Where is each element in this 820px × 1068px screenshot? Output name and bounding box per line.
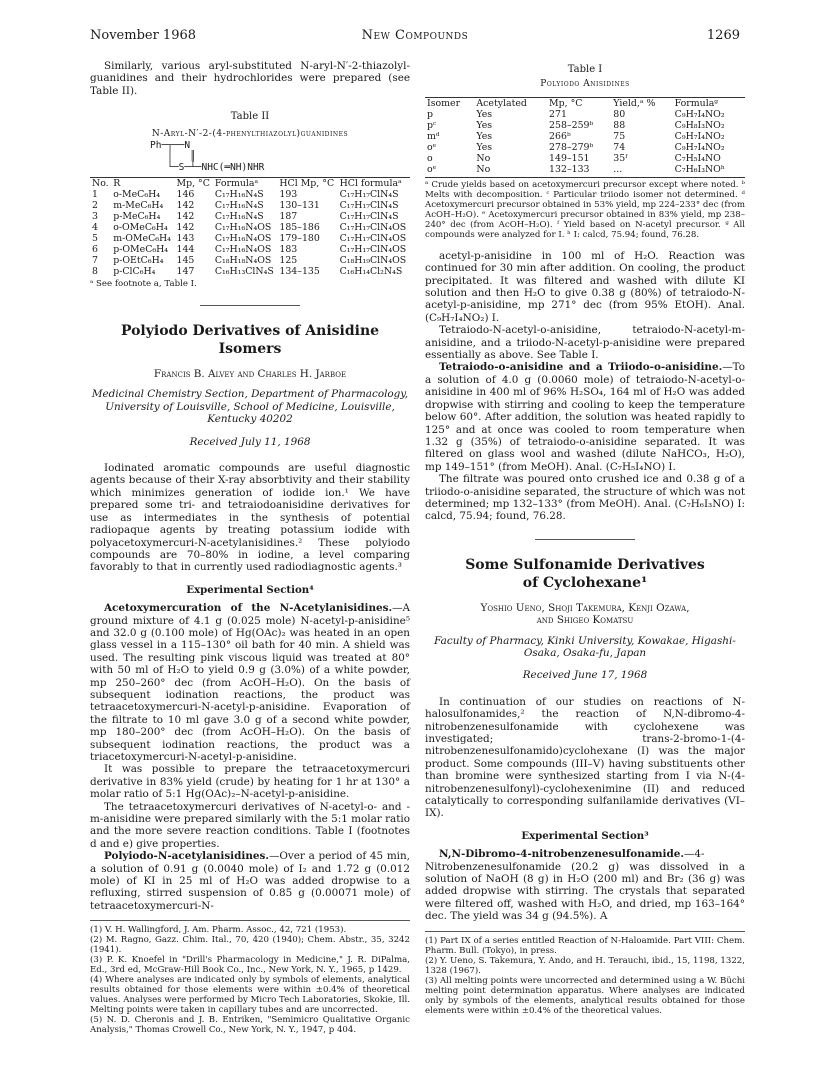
table-cell: C₉H₇I₄NO₂ — [674, 141, 725, 153]
table1-header: Acetylated — [476, 97, 527, 109]
table-cell: oᵉ — [427, 163, 437, 175]
table2-body — [90, 189, 410, 277]
paragraph-heading: Polyiodo-N-acetylanisidines. — [104, 850, 269, 863]
table-cell: 142 — [176, 200, 195, 212]
table1-header: Formulaᵍ — [674, 97, 719, 109]
footnotes2 — [425, 931, 745, 1016]
table-cell: m-MeC₆H₄ — [113, 200, 164, 212]
left-column — [90, 60, 410, 1035]
table1-row — [425, 131, 745, 142]
article-authors: Francis B. Alvey and Charles H. Jarboe — [153, 368, 347, 381]
table1-row — [425, 120, 745, 131]
table-cell: o-MeC₆H₄ — [113, 189, 161, 201]
table-cell: C₁₆H₁₄Cl₂N₄S — [339, 266, 403, 278]
header-date: November 1968 — [90, 28, 197, 43]
paragraph-text: acetyl-p-anisidine in 100 ml of H₂O. Reaction was continued for 30 min after addition. On cooling, the product precipitated. It was filtered and washed with dilute KI solution and then H₂O to give 0.38 g (80%) of tetraiodo-N-acetyl-p-anisidine, mp 271° dec (from 95% EtOH). Anal. (C₉H₇I₄NO₂) I. — [425, 249, 745, 324]
table-cell: 80 — [613, 108, 626, 120]
table1-header: Isomer — [427, 97, 461, 109]
table1-label: Table I — [567, 64, 603, 75]
table-cell: C₁₇H₁₆N₄S — [214, 200, 264, 212]
experimental2-heading: Experimental Section³ — [521, 829, 649, 842]
paragraph-acetoxymercuration — [90, 602, 410, 763]
table-cell: 8 — [92, 266, 98, 278]
table-cell: 145 — [176, 255, 195, 267]
table-cell: 4 — [92, 222, 98, 234]
table1-row — [425, 153, 745, 164]
paragraph-text: The filtrate was poured onto crushed ice and 0.38 g of a triiodo-o-anisidine separated, the structure of which was not determined; mp 132–133° (from MeOH). Anal. (C₇H₆I₃NO) I: calcd, 75.94; found, 76.28. — [425, 473, 745, 523]
table-cell: 132–133 — [549, 163, 590, 175]
running-header — [90, 28, 740, 48]
table-cell: C₉H₇I₄NO₂ — [674, 108, 725, 120]
table1-row — [425, 164, 745, 175]
table-cell: p-OEtC₆H₄ — [113, 255, 164, 267]
table-cell: C₁₈H₁₉ClN₄OS — [339, 255, 407, 267]
table-cell: C₁₇H₁₆N₄S — [214, 189, 264, 201]
experimental-heading: Experimental Section⁴ — [186, 583, 314, 596]
table-cell: 147 — [176, 266, 195, 278]
paragraph-text: It was possible to prepare the tetraacetoxymercuri derivative in 83% yield (crude) by heating for 1 hr at 130° a molar ratio of 5:1 Hg(OAc)₂–N-acetyl-p-anisidine. — [90, 763, 410, 801]
table1 — [425, 97, 745, 175]
article-title: Polyiodo Derivatives of Anisidine Isomers — [120, 323, 380, 358]
right-column — [425, 60, 745, 1016]
intro-paragraph: Similarly, various aryl-substituted N-aryl-N′-2-thiazolyl-guanidines and their hydrochlorides were prepared (see Table II). — [90, 60, 410, 97]
table2-header: HCl Mp, °C — [279, 178, 335, 190]
table-cell: Yes — [476, 130, 493, 142]
table1-notes: ᵃ Crude yields based on acetoxymercuri precursor except where noted. ᵇ Melts with decomposition. ᶜ Particular triiodo isomer not determined. ᵈ Acetoxymercuri precursor obtained in 53% yield, mp 224–233° dec (from AcOH–H₂O). ᵉ Acetoxymercuri precursor obtained in 83% yield, mp 238–240° dec (from AcOH–H₂O). ᶠ Yield based on N-acetyl precursor. ᵍ All compounds were analyzed for I. ʰ I: calcd, 75.94; found, 76.28. — [425, 177, 745, 240]
article2-authors-line1: Yoshio Ueno, Shoji Takemura, Kenji Ozawa, — [480, 601, 690, 614]
table-cell: 149–151 — [549, 152, 590, 164]
table2-row — [90, 189, 410, 200]
table-cell: oᵉ — [427, 141, 437, 153]
divider — [200, 305, 300, 306]
footnotes — [90, 920, 410, 1035]
table-cell: No — [476, 152, 491, 164]
footnote: (2) Y. Ueno, S. Takemura, Y. Ando, and H. Terauchi, ibid., 15, 1198, 1322, 1328 (1967). — [425, 955, 745, 976]
table-cell: 146 — [176, 189, 195, 201]
table-cell: p-OMeC₆H₄ — [113, 244, 169, 256]
footnote: (5) N. D. Cheronis and J. B. Entriken, "Semimicro Qualitative Organic Analysis," Thomas Crowell Co., New York, N. Y., 1947, p 404. — [90, 1015, 410, 1036]
table-cell: C₇H₆I₃NOʰ — [674, 163, 725, 175]
table-cell: C₁₇H₁₆N₄OS — [214, 233, 272, 245]
table-cell: 258–259ᵇ — [549, 119, 594, 131]
footnote: (4) Where analyses are indicated only by symbols of elements, analytical results obtained for those elements were within ±0.4% of theoretical values. Analyses were performed by Micro Tech Laboratories, Skokie, Ill. Melting points were taken in capillary tubes and are uncorrected. — [90, 975, 410, 1016]
table-cell: p — [427, 108, 434, 120]
table-cell: 5 — [92, 233, 98, 245]
table-cell: p-MeC₆H₄ — [113, 211, 161, 223]
table2-header: HCl formulaᵃ — [339, 178, 402, 190]
table-cell: C₁₇H₁₇ClN₄S — [339, 189, 399, 201]
table-cell: 3 — [92, 211, 98, 223]
table-cell: 142 — [176, 211, 195, 223]
table-cell: 179–180 — [279, 233, 320, 245]
header-section: New Compounds — [361, 28, 469, 43]
table-cell: 88 — [613, 119, 626, 131]
header-page-number: 1269 — [706, 28, 740, 43]
table-cell: 278–279ᵇ — [549, 141, 594, 153]
article2-authors-line2: and Shigeo Komatsu — [536, 614, 634, 627]
table2 — [90, 177, 410, 277]
table2-structure: Ph─┬──N │ ║ └─S─┴─NHC(═NH)NHR — [150, 140, 265, 174]
paragraph-tetraiodo — [425, 361, 745, 473]
table-cell: C₁₇H₁₆N₄OS — [214, 222, 272, 234]
table1-row — [425, 109, 745, 120]
table-cell: 134–135 — [279, 266, 320, 278]
table-cell: 75 — [613, 130, 626, 142]
footnote: (1) V. H. Wallingford, J. Am. Pharm. Assoc., 42, 721 (1953). — [90, 925, 347, 936]
table2-footnote: ᵃ See footnote a, Table I. — [90, 279, 197, 290]
article2-affiliation: Faculty of Pharmacy, Kinki University, Kowakae, Higashi-Osaka, Osaka-fu, Japan — [434, 634, 736, 659]
paragraph-polyiodo — [90, 850, 410, 912]
table2-row — [90, 211, 410, 222]
table-cell: 125 — [279, 255, 298, 267]
table2-row — [90, 255, 410, 266]
paragraph-heading: Tetraiodo-o-anisidine and a Triiodo-o-anisidine. — [439, 361, 723, 374]
paragraph-text: —4-Nitrobenzenesulfonamide (20.2 g) was dissolved in a solution of NaOH (8 g) in H₂O (200 ml) and Br₂ (36 g) was added dropwise with stirring. The crystals that separated were filtered off, washed with H₂O, and dried, mp 163–164° dec. The yield was 34 g (94.5%). A — [425, 848, 745, 923]
paragraph-text: —To a solution of 4.0 g (0.0060 mole) of tetraiodo-N-acetyl-o-anisidine in 400 ml of 96% H₂SO₄, 164 ml of H₂O was added dropwise with stirring and cooling to keep the temperature below 60°. After addition, the solution was heated rapidly to 125° and at once was cooled to room temperature when 1.32 g (35%) of tetraiodo-o-anisidine separated. It was filtered on glass wool and washed (dilute NaHCO₃, H₂O), mp 149–151° (from MeOH). Anal. (C₇H₅I₄NO) I. — [425, 361, 745, 473]
table1-row — [425, 142, 745, 153]
table2-row — [90, 233, 410, 244]
table-cell: C₁₇H₁₇ClN₄S — [339, 200, 399, 212]
article2-title-line1: Some Sulfonamide Derivatives — [465, 556, 705, 573]
table-cell: 183 — [279, 244, 298, 256]
footnote: (3) All melting points were uncorrected and determined using a W. Büchi melting point determination apparatus. Where analyses are indicated only by symbols of the elements, analytical results obtained for those elements were within ±0.4% of the theoretical values. — [425, 975, 745, 1016]
table-cell: 35ᶠ — [613, 152, 628, 164]
paragraph-heading: Acetoxymercuration of the N-Acetylanisidines. — [104, 602, 393, 615]
abstract2-paragraph: In continuation of our studies on reactions of N-halosulfonamides,² the reaction of N,N-dibromo-4-nitrobenzenesulfonamide with cyclohexene was investigated; trans-2-bromo-1-(4-nitrobenzenesulfonamido)cyclohexane (I) was the major product. Some compounds (III–V) having substituents other than bromine were synthesized starting from I via N-(4-nitrobenzenesulfonyl)-cyclohexenimine (II) and reduced catalytically to corresponding sulfanilamide derivatives (VI–IX). — [425, 695, 745, 820]
table-cell: 266ᵇ — [549, 130, 571, 142]
table-cell: pᶜ — [427, 119, 437, 131]
table2-row — [90, 222, 410, 233]
paragraph-text: The tetraacetoxymercuri derivatives of N-acetyl-o- and -m-anisidine were prepared similarly with the 5:1 molar ratio and the more severe reaction conditions. Table I (footnotes d and e) give properties. — [90, 800, 410, 850]
table-cell: 271 — [549, 108, 567, 120]
table2-header: R — [113, 178, 121, 190]
table-cell: C₉H₈I₃NO₂ — [674, 119, 725, 131]
table-cell: 185–186 — [279, 222, 320, 234]
table-cell: C₁₇H₁₇ClN₄OS — [339, 222, 407, 234]
table2-header: No. — [92, 178, 109, 190]
table-cell: C₁₈H₁₈N₄OS — [214, 255, 272, 267]
table-cell: C₁₇H₁₇ClN₄OS — [339, 233, 407, 245]
table-cell: p-ClC₆H₄ — [113, 266, 156, 278]
table-cell: C₁₇H₁₆N₄S — [214, 211, 264, 223]
table-cell: C₁₇H₁₇ClN₄S — [339, 211, 399, 223]
table-cell: 130–131 — [279, 200, 320, 212]
table-cell: 193 — [279, 189, 298, 201]
table-cell: 1 — [92, 189, 98, 201]
table-cell: C₁₇H₁₇ClN₄OS — [339, 244, 407, 256]
table2-header: Mp, °C — [176, 178, 210, 190]
table-cell: C₁₇H₁₆N₄OS — [214, 244, 272, 256]
paragraph-text: Tetraiodo-N-acetyl-o-anisidine, tetraiodo-N-acetyl-m-anisidine, and a triiodo-N-acetyl-p-anisidine were prepared essentially as above. See Table I. — [425, 324, 745, 362]
article-affiliation: Medicinal Chemistry Section, Department of Pharmacology, University of Louisville, School of Medicine, Louisville, Kentucky 40202 — [91, 388, 409, 426]
table-cell: Yes — [476, 119, 493, 131]
table-cell: m-OMeC₆H₄ — [113, 233, 171, 245]
footnote: (3) P. K. Knoefel in "Drill's Pharmacology in Medicine," J. R. DiPalma, Ed., 3rd ed, McGraw-Hill Book Co., Inc., New York, N. Y., 1965, p 1429. — [90, 955, 410, 976]
table1-header: Mp, °C — [549, 97, 583, 109]
table-cell: 2 — [92, 200, 98, 212]
table-cell: 74 — [613, 141, 626, 153]
table-cell: mᵈ — [427, 130, 440, 142]
paragraph-heading: N,N-Dibromo-4-nitrobenzenesulfonamide. — [439, 848, 684, 861]
table-cell: C₉H₇I₄NO₂ — [674, 130, 725, 142]
table-cell: o — [427, 152, 433, 164]
table-cell: 142 — [176, 222, 195, 234]
paragraph-text: —Over a period of 45 min, a solution of 0.91 g (0.0040 mole) of I₂ and 1.72 g (0.012 mole) of KI in 25 ml of H₂O was added dropwise to a refluxing, stirred suspension of 0.85 g (0.00071 mole) of tetraacetoxymercuri-N- — [90, 850, 410, 912]
table2-label: Table II — [230, 111, 270, 123]
table-cell: Yes — [476, 108, 493, 120]
footnote: (2) M. Ragno, Gazz. Chim. Ital., 70, 420 (1940); Chem. Abstr., 35, 3242 (1941). — [90, 935, 410, 956]
table-cell: Yes — [476, 141, 493, 153]
divider — [535, 539, 635, 540]
table-cell: 143 — [176, 233, 195, 245]
abstract-paragraph: Iodinated aromatic compounds are useful diagnostic agents because of their X-ray absorbtivity and their stability which minimizes generation of iodide ion.¹ We have prepared some tri- and tetraiodoanisidine derivatives for use as intermediates in the synthesis of potential radiopaque agents by treating potassium iodide with polyacetoxymercuri-N-acetylanisidines.² These polyiodo compounds are 70–80% in iodine, a level comparing favorably to that in currently used radiodiagnostic agents.³ — [90, 462, 410, 574]
table-cell: o-OMeC₆H₄ — [113, 222, 168, 234]
footnote: (1) Part IX of a series entitled Reaction of N-Haloamide. Part VIII: Chem. Pharm. Bull. (Tokyo), in press. — [425, 935, 745, 956]
table-cell: ... — [613, 163, 623, 175]
table2-row — [90, 244, 410, 255]
table-cell: 187 — [279, 211, 298, 223]
received-date: Received July 11, 1968 — [189, 435, 311, 448]
paragraph-dibromo — [425, 848, 745, 922]
table2-header: Formulaᵃ — [214, 178, 259, 190]
table2-title: N-Aryl-N′-2-(4-phenylthiazolyl)guanidines — [151, 128, 349, 139]
table2-row — [90, 200, 410, 211]
table1-title: Polyiodo Anisidines — [540, 79, 630, 90]
table-cell: No — [476, 163, 491, 175]
table-cell: 6 — [92, 244, 98, 256]
table1-body — [425, 109, 745, 175]
table-cell: 144 — [176, 244, 195, 256]
table1-header: Yield,ᵃ % — [613, 97, 656, 109]
table-cell: 7 — [92, 255, 98, 267]
table2-row — [90, 266, 410, 277]
article2-received-date: Received June 17, 1968 — [522, 669, 648, 682]
paragraph-text: —A ground mixture of 4.1 g (0.025 mole) N-acetyl-p-anisidine⁵ and 32.0 g (0.100 mole) of Hg(OAc)₂ was heated in an open glass vessel in a 115–130° oil bath for 40 min. A shield was used. The resulting pink viscous liquid was treated at 80° with 50 ml of H₂O to yield 0.9 g (3.0%) of a white powder, mp 250–260° dec (from AcOH–H₂O). On the basis of subsequent iodination reactions, the product was tetraacetoxymercuri-N-acetyl-p-anisidine. Evaporation of the filtrate to 10 ml gave 3.0 g of a second white powder, mp 180–200° dec (from AcOH–H₂O). On the basis of subsequent iodination reactions, the product was a triacetoxymercuri-N-acetyl-p-anisidine. — [90, 602, 410, 763]
article2-title-line2: of Cyclohexane¹ — [522, 574, 648, 591]
table-cell: C₁₆H₁₃ClN₄S — [214, 266, 274, 278]
table-cell: C₇H₅I₄NO — [674, 152, 721, 164]
